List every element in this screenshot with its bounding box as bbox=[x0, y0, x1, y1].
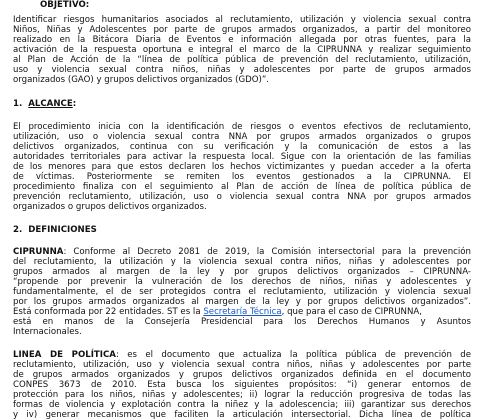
definition-line: de grupos armados organizados y grupos delictivos organizados definida en el documento bbox=[13, 370, 471, 380]
scope-line: El procedimiento inicia con la identificación de riesgos o eventos efectivos de reclutamiento, bbox=[13, 122, 471, 132]
scope-line: autoridades territoriales para activar la respuesta local. Sigue con la orientación de las familias bbox=[13, 152, 471, 162]
definition-line: Internacionales. bbox=[13, 327, 82, 337]
definition-line: y iv) generar mecanismos que faciliten la articulación intersectorial. Dicha línea de política bbox=[13, 410, 471, 420]
definition-line bbox=[13, 247, 471, 257]
scope-line: de víctimas. Posteriormente se remiten los eventos gestionados a la CIPRUNNA. El bbox=[13, 172, 471, 182]
section-colon: : bbox=[72, 99, 77, 109]
definition-line: por los grupos armados organizados al margen de la ley y por grupos delictivos organizados”. bbox=[13, 297, 471, 307]
scope-heading bbox=[13, 99, 76, 109]
objective-line: realizado en la Bitácora Diaria de Eventos e información allegada por otras fuentes, para la bbox=[13, 35, 471, 45]
objective-line: Niños, Niñas y Adolescentes por parte de grupos armados organizados, a partir del monitoreo bbox=[13, 25, 471, 35]
scope-line: delictivos organizados, continua con su verificación y la comunicación de estos a las bbox=[13, 142, 471, 152]
objective-heading: OBJETIVO: bbox=[40, 0, 90, 10]
definition-line: reclutamiento, utilización, uso y violencia sexual contra niños, niñas y adolescentes por parte bbox=[13, 360, 471, 370]
definition-term: LINEA DE POLÍTICA bbox=[13, 350, 116, 360]
definitions-heading bbox=[13, 225, 97, 235]
section-title: DEFINICIONES bbox=[28, 225, 97, 235]
secretaria-tecnica-link[interactable]: Secretaría Técnica bbox=[203, 307, 282, 317]
definition-line: protección para los niños, niñas y adolescentes; ii) lograr la reducción progresiva de todas las bbox=[13, 390, 471, 400]
objective-line: organizados (GAO) y grupos delictivos organizados (GDO)”. bbox=[13, 75, 270, 85]
definition-line bbox=[13, 307, 422, 317]
section-number: 1. bbox=[13, 99, 23, 109]
objective-line: Identificar riesgos humanitarios asociados al reclutamiento, utilización y violencia sexual contra bbox=[13, 15, 471, 25]
definition-line: está en manos de la Consejería Presidencial para los Derechos Humanos y Asuntos bbox=[13, 317, 471, 327]
definition-line: grupos armados al margen de la ley y por grupos delictivos organizados – CIPRUNNA- bbox=[13, 267, 471, 277]
scope-line: de los menores para que estos declaren los hechos victimizantes y puedan acceder a la oferta bbox=[13, 162, 471, 172]
definition-line: fundamentalmente, el de ser protegidos contra el reclutamiento, utilización y violencia sexual bbox=[13, 287, 471, 297]
definition-text: : Conforme al Decreto 2081 de 2019, la Comisión intersectorial para la prevención bbox=[63, 247, 471, 257]
definition-line: CONPES 3673 de 2010. Esta busca los siguientes propósitos: “i) generar entornos de bbox=[13, 380, 471, 390]
definition-text: Está conformada por 22 entidades. ST es la bbox=[13, 307, 204, 317]
definition-term: CIPRUNNA bbox=[13, 247, 64, 257]
definition-text: , que para el caso de CIPRUNNA, bbox=[281, 307, 423, 317]
scope-line: utilización, uso o violencia sexual contra NNA por grupos armados organizados o grupos bbox=[13, 132, 471, 142]
objective-line: activación de la respuesta oportuna e integral el marco de la CIPRUNNA y realizar seguimiento bbox=[13, 45, 471, 55]
section-title: ALCANCE bbox=[28, 99, 73, 109]
definition-line: del reclutamiento, la utilización y la violencia sexual contra niños, niñas y adolescentes por bbox=[13, 257, 471, 267]
section-number: 2. bbox=[13, 225, 23, 235]
scope-line: organizados o grupos delictivos organizados. bbox=[13, 202, 207, 212]
objective-line: uso y violencia sexual contra niños, niñas y adolescentes por parte de grupos armados bbox=[13, 65, 471, 75]
definition-line bbox=[13, 350, 471, 360]
definition-line: formas de violencia y explotación contra la niñez y la adolescencia; iii) garantizar sus derechos bbox=[13, 400, 471, 410]
definition-line: “propende por prevenir la vulneración de los derechos de niños, niñas y adolescentes y bbox=[13, 277, 471, 287]
definition-text: : es el documento que actualiza la política pública de prevención de bbox=[115, 350, 471, 360]
scope-line: prevención reclutamiento, utilización, uso o violencia sexual contra NNA por grupos armados bbox=[13, 192, 471, 202]
scope-line: procedimiento finaliza con el seguimiento al Plan de acción de línea de política pública de bbox=[13, 182, 471, 192]
objective-line: al Plan de Acción de la “línea de política pública de prevención del reclutamiento, utilización, bbox=[13, 55, 471, 65]
